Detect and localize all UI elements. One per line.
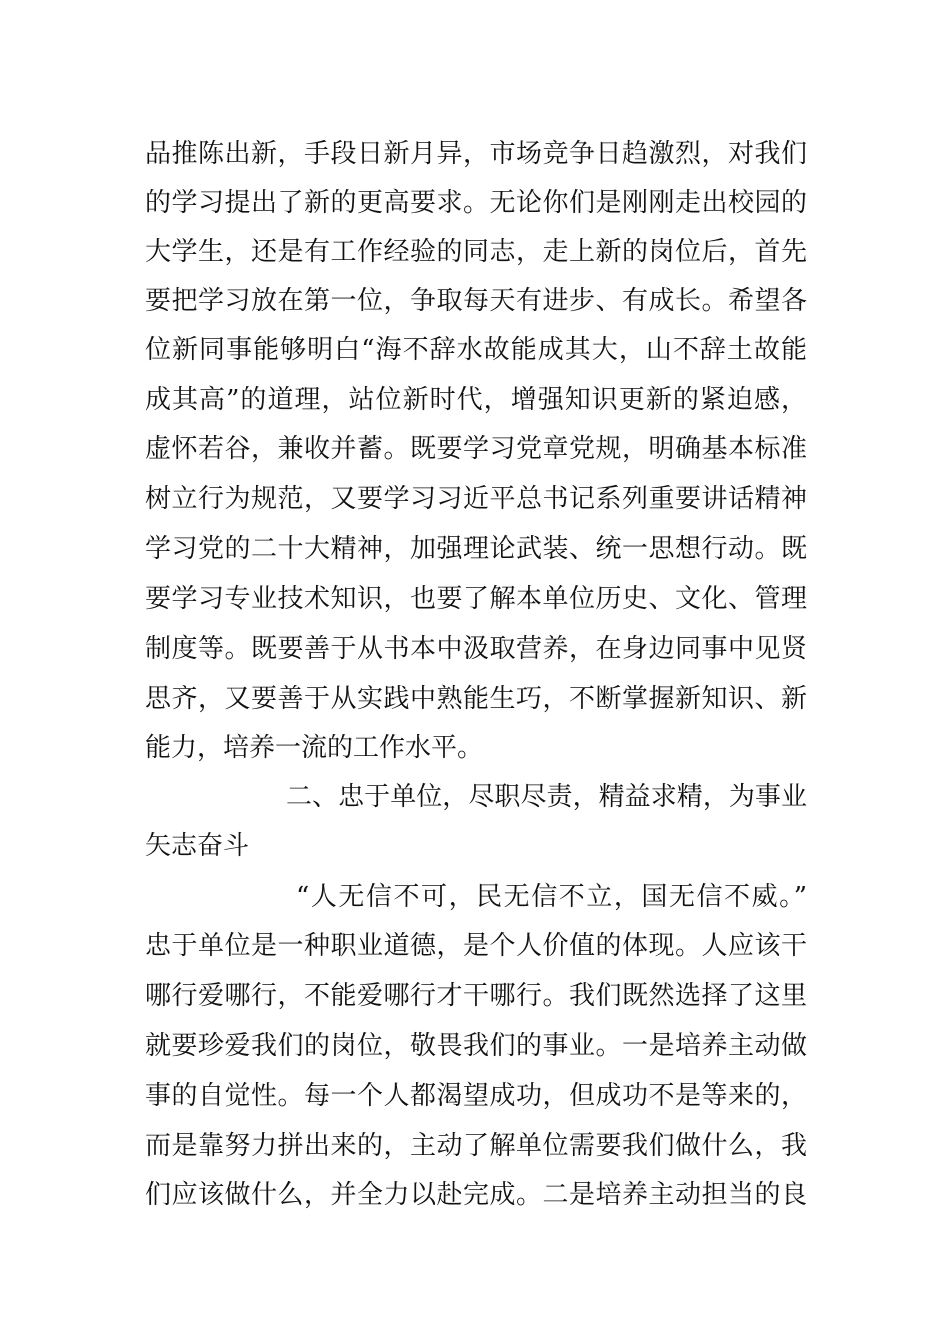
body-line: 大学生，还是有工作经验的同志，走上新的岗位后，首先 <box>145 237 807 267</box>
section-heading-line: 矢志奋斗 <box>145 831 250 861</box>
body-line: 制度等。既要善于从书本中汲取营养，在身边同事中见贤 <box>145 634 807 664</box>
body-line: 的学习提出了新的更高要求。无论你们是刚刚走出校园的 <box>145 188 807 218</box>
body-line: 学习党的二十大精神，加强理论武装、统一思想行动。既 <box>145 534 807 564</box>
section-heading-line: 二、忠于单位，尽职尽责，精益求精，为事业 <box>286 782 807 812</box>
body-line: 哪行爱哪行，不能爱哪行才干哪行。我们既然选择了这里 <box>145 981 807 1011</box>
body-line: 树立行为规范，又要学习习近平总书记系列重要讲话精神 <box>145 484 807 514</box>
body-line: 成其高”的道理，站位新时代，增强知识更新的紧迫感， <box>145 385 807 415</box>
body-line: 思齐，又要善于从实践中熟能生巧，不断掌握新知识、新 <box>145 684 807 714</box>
quote-line: “人无信不可，民无信不立，国无信不威。” <box>296 882 807 912</box>
body-line: 忠于单位是一种职业道德，是个人价值的体现。人应该干 <box>145 931 807 961</box>
body-line: 事的自觉性。每一个人都渴望成功，但成功不是等来的， <box>145 1081 807 1111</box>
body-line: 品推陈出新，手段日新月异，市场竞争日趋激烈，对我们 <box>145 139 807 169</box>
body-line: 们应该做什么，并全力以赴完成。二是培养主动担当的良 <box>145 1180 807 1210</box>
body-line: 就要珍爱我们的岗位，敬畏我们的事业。一是培养主动做 <box>145 1031 807 1061</box>
body-line: 而是靠努力拼出来的，主动了解单位需要我们做什么，我 <box>145 1131 807 1161</box>
body-line: 能力，培养一流的工作水平。 <box>145 733 484 763</box>
body-line: 位新同事能够明白“海不辞水故能成其大，山不辞土故能 <box>145 335 807 365</box>
body-line: 要学习专业技术知识，也要了解本单位历史、文化、管理 <box>145 584 807 614</box>
body-line: 虚怀若谷，兼收并蓄。既要学习党章党规，明确基本标准 <box>145 434 807 464</box>
body-line: 要把学习放在第一位，争取每天有进步、有成长。希望各 <box>145 286 807 316</box>
